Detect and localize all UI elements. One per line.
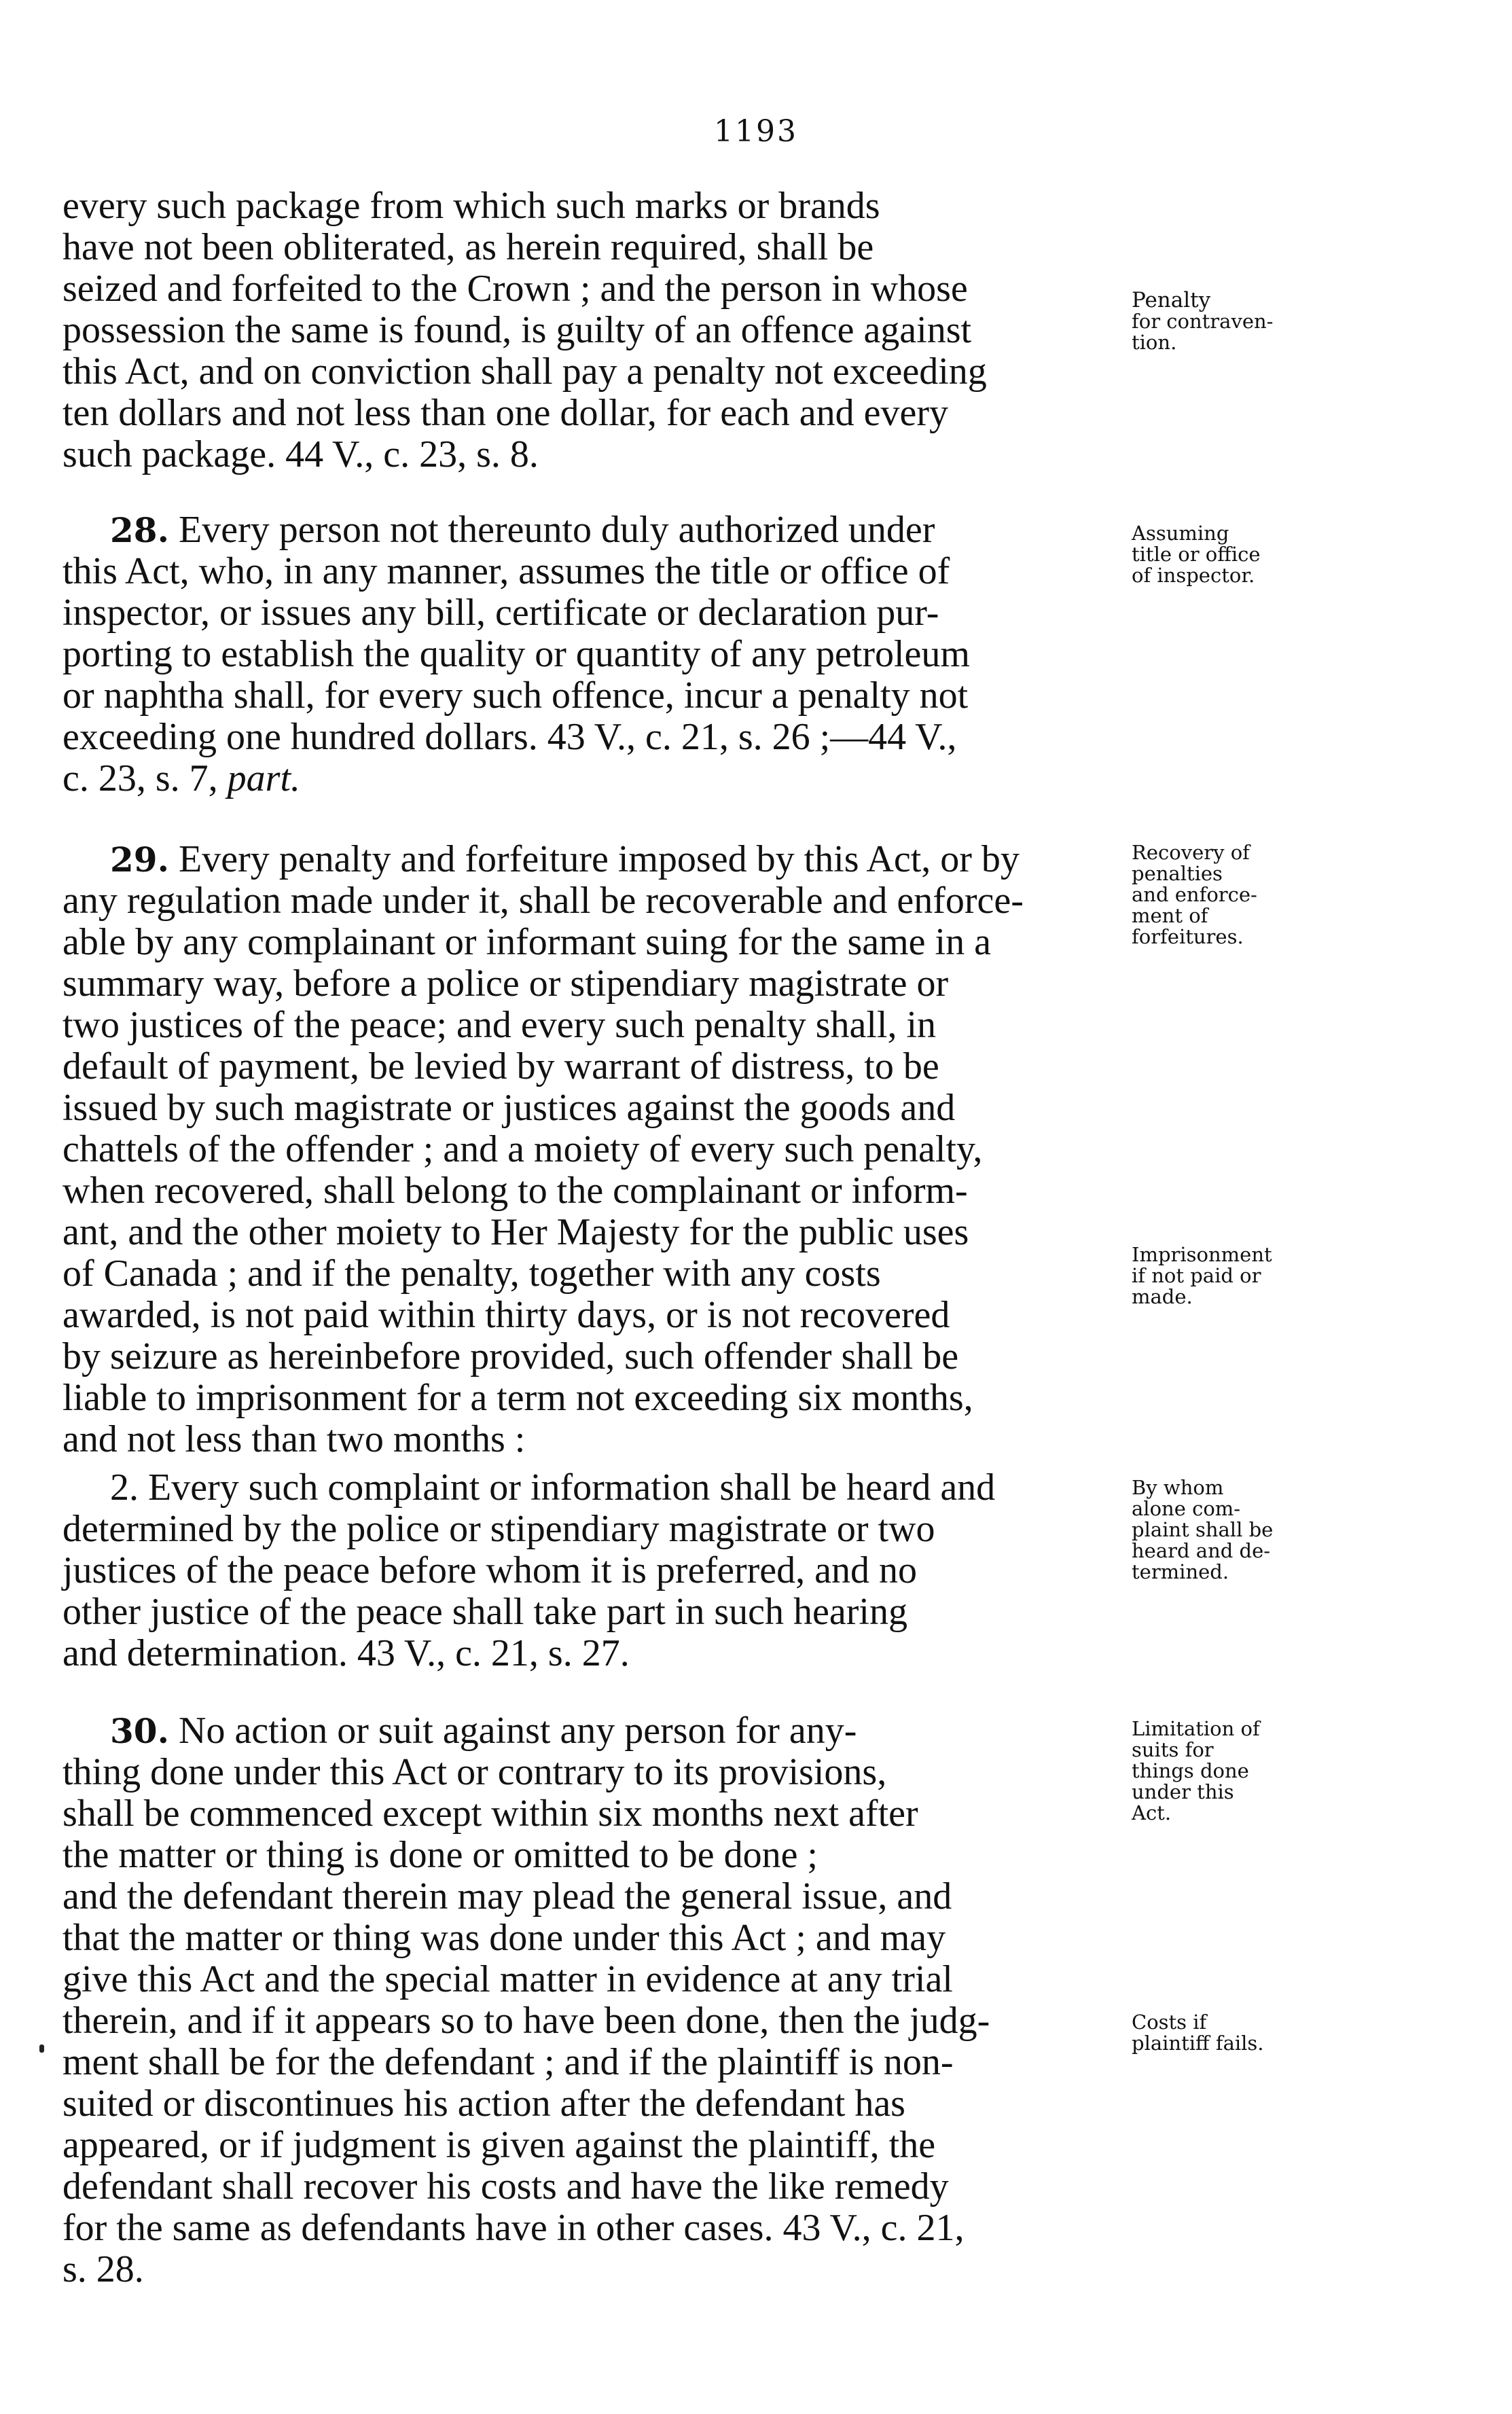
- note-line: and enforce-: [1132, 883, 1257, 906]
- note-line: ment of: [1132, 904, 1208, 927]
- body-line: the matter or thing is done or omitted to be done ;: [62, 1834, 818, 1876]
- body-line: other justice of the peace shall take part in such hearing: [62, 1591, 907, 1633]
- note-line: By whom: [1132, 1476, 1224, 1499]
- body-line: shall be commenced except within six months next after: [62, 1793, 918, 1835]
- marginal-note-costs: [1132, 2012, 1335, 2054]
- body-line: summary way, before a police or stipendiary magistrate or: [62, 962, 949, 1005]
- note-line: plaint shall be: [1132, 1518, 1274, 1541]
- note-line: alone com-: [1132, 1497, 1241, 1520]
- note-line: under this: [1132, 1780, 1234, 1803]
- body-line: and determination. 43 V., c. 21, s. 27.: [62, 1632, 630, 1674]
- note-line: termined.: [1132, 1560, 1229, 1583]
- body-line: such package. 44 V., c. 23, s. 8.: [62, 433, 539, 475]
- note-line: made.: [1132, 1285, 1193, 1308]
- body-line: or naphtha shall, for every such offence, incur a penalty not: [62, 674, 969, 717]
- note-line: if not paid or: [1132, 1264, 1261, 1287]
- body-line: and not less than two months :: [62, 1418, 526, 1460]
- note-line: plaintiff fails.: [1132, 2032, 1264, 2055]
- body-line: No action or suit against any person for any-: [179, 1710, 857, 1752]
- body-line: awarded, is not paid within thirty days, or is not recovered: [62, 1294, 950, 1336]
- body-line: have not been obliterated, as herein required, shall be: [62, 226, 874, 268]
- marginal-note-by-whom: [1132, 1477, 1335, 1583]
- body-line: appeared, or if judgment is given against the plaintiff, the: [62, 2124, 936, 2166]
- body-line: suited or discontinues his action after the defendant has: [62, 2083, 905, 2125]
- note-line: Limitation of: [1132, 1717, 1260, 1740]
- body-line: and the defendant therein may plead the general issue, and: [62, 1875, 952, 1917]
- note-line: penalties: [1132, 862, 1223, 885]
- body-line: exceeding one hundred dollars. 43 V., c. 21, s. 26 ;—44 V.,: [62, 716, 957, 758]
- body-line: every such package from which such marks or brands: [62, 185, 880, 227]
- note-line: Recovery of: [1132, 841, 1250, 864]
- marginal-note-limitation: [1132, 1718, 1335, 1824]
- note-line: tion.: [1132, 331, 1177, 354]
- section-number: 28.: [110, 510, 169, 550]
- body-line: s. 28.: [62, 2248, 144, 2290]
- body-line: seized and forfeited to the Crown ; and the person in whose: [62, 268, 968, 310]
- section-first-line: [62, 1710, 1136, 1752]
- body-line: ant, and the other moiety to Her Majesty for the public uses: [62, 1211, 969, 1253]
- section-28: [62, 509, 1136, 799]
- body-line: this Act, who, in any manner, assumes the title or office of: [62, 550, 950, 592]
- note-line: title or office: [1132, 543, 1261, 566]
- section-27-tail: [62, 185, 1136, 475]
- body-line: Every person not thereunto duly authorized under: [179, 509, 935, 551]
- note-line: Imprisonment: [1132, 1243, 1272, 1266]
- body-line: this Act, and on conviction shall pay a penalty not exceeding: [62, 350, 987, 393]
- section-29: [62, 839, 1136, 1460]
- body-line: defendant shall recover his costs and have the like remedy: [62, 2165, 949, 2208]
- section-last-line: [62, 758, 1136, 799]
- note-line: Costs if: [1132, 2011, 1207, 2034]
- body-line: thing done under this Act or contrary to its provisions,: [62, 1751, 887, 1793]
- body-line: chattels of the offender ; and a moiety of every such penalty,: [62, 1128, 983, 1170]
- section-30: [62, 1710, 1136, 2290]
- body-line: give this Act and the special matter in evidence at any trial: [62, 1958, 953, 2000]
- body-line: issued by such magistrate or justices against the goods and: [62, 1087, 956, 1129]
- note-line: things done: [1132, 1759, 1249, 1782]
- note-line: for contraven-: [1132, 310, 1274, 333]
- body-line: therein, and if it appears so to have been done, then the judg-: [62, 2000, 990, 2042]
- stray-ink-mark: [39, 2044, 44, 2053]
- marginal-note-recovery: [1132, 842, 1335, 948]
- body-line: 2. Every such complaint or information shall be heard and: [110, 1466, 996, 1509]
- body-line: when recovered, shall belong to the complainant or inform-: [62, 1170, 968, 1212]
- note-line: of inspector.: [1132, 564, 1255, 587]
- citation-italic: part.: [227, 757, 301, 799]
- body-line: determined by the police or stipendiary magistrate or two: [62, 1508, 935, 1550]
- note-line: forfeitures.: [1132, 925, 1244, 948]
- section-first-line: [62, 509, 1136, 551]
- body-line: Every penalty and forfeiture imposed by this Act, or by: [179, 838, 1020, 880]
- citation: c. 23, s. 7,: [62, 757, 218, 799]
- body-line: default of payment, be levied by warrant of distress, to be: [62, 1045, 939, 1087]
- body-line: for the same as defendants have in other cases. 43 V., c. 21,: [62, 2207, 965, 2249]
- body-line: ment shall be for the defendant ; and if the plaintiff is non-: [62, 2041, 954, 2083]
- note-line: Assuming: [1132, 522, 1229, 545]
- section-29-subsection-2: [62, 1467, 1136, 1674]
- note-line: suits for: [1132, 1738, 1214, 1761]
- marginal-note-penalty: [1132, 290, 1335, 353]
- body-line: two justices of the peace; and every such penalty shall, in: [62, 1004, 937, 1046]
- body-line: inspector, or issues any bill, certificate or declaration pur-: [62, 592, 939, 634]
- body-line: by seizure as hereinbefore provided, such offender shall be: [62, 1335, 959, 1377]
- section-first-line: [62, 839, 1136, 880]
- body-line: possession the same is found, is guilty of an offence against: [62, 309, 972, 351]
- note-line: Penalty: [1132, 288, 1211, 312]
- page-number: 1193: [714, 114, 798, 149]
- body-line: of Canada ; and if the penalty, together with any costs: [62, 1253, 881, 1295]
- body-line: porting to establish the quality or quantity of any petroleum: [62, 633, 970, 675]
- body-line: ten dollars and not less than one dollar, for each and every: [62, 392, 948, 434]
- body-line: justices of the peace before whom it is preferred, and no: [62, 1549, 917, 1591]
- note-line: heard and de-: [1132, 1539, 1271, 1562]
- note-line: Act.: [1132, 1801, 1172, 1824]
- body-line: able by any complainant or informant suing for the same in a: [62, 921, 991, 963]
- section-number: 30.: [110, 1711, 169, 1751]
- marginal-note-imprisonment: [1132, 1244, 1335, 1308]
- marginal-note-assuming-title: [1132, 523, 1335, 586]
- body-line: liable to imprisonment for a term not exceeding six months,: [62, 1377, 973, 1419]
- body-line: that the matter or thing was done under this Act ; and may: [62, 1917, 946, 1959]
- section-number: 29.: [110, 840, 169, 880]
- body-line: any regulation made under it, shall be recoverable and enforce-: [62, 880, 1024, 922]
